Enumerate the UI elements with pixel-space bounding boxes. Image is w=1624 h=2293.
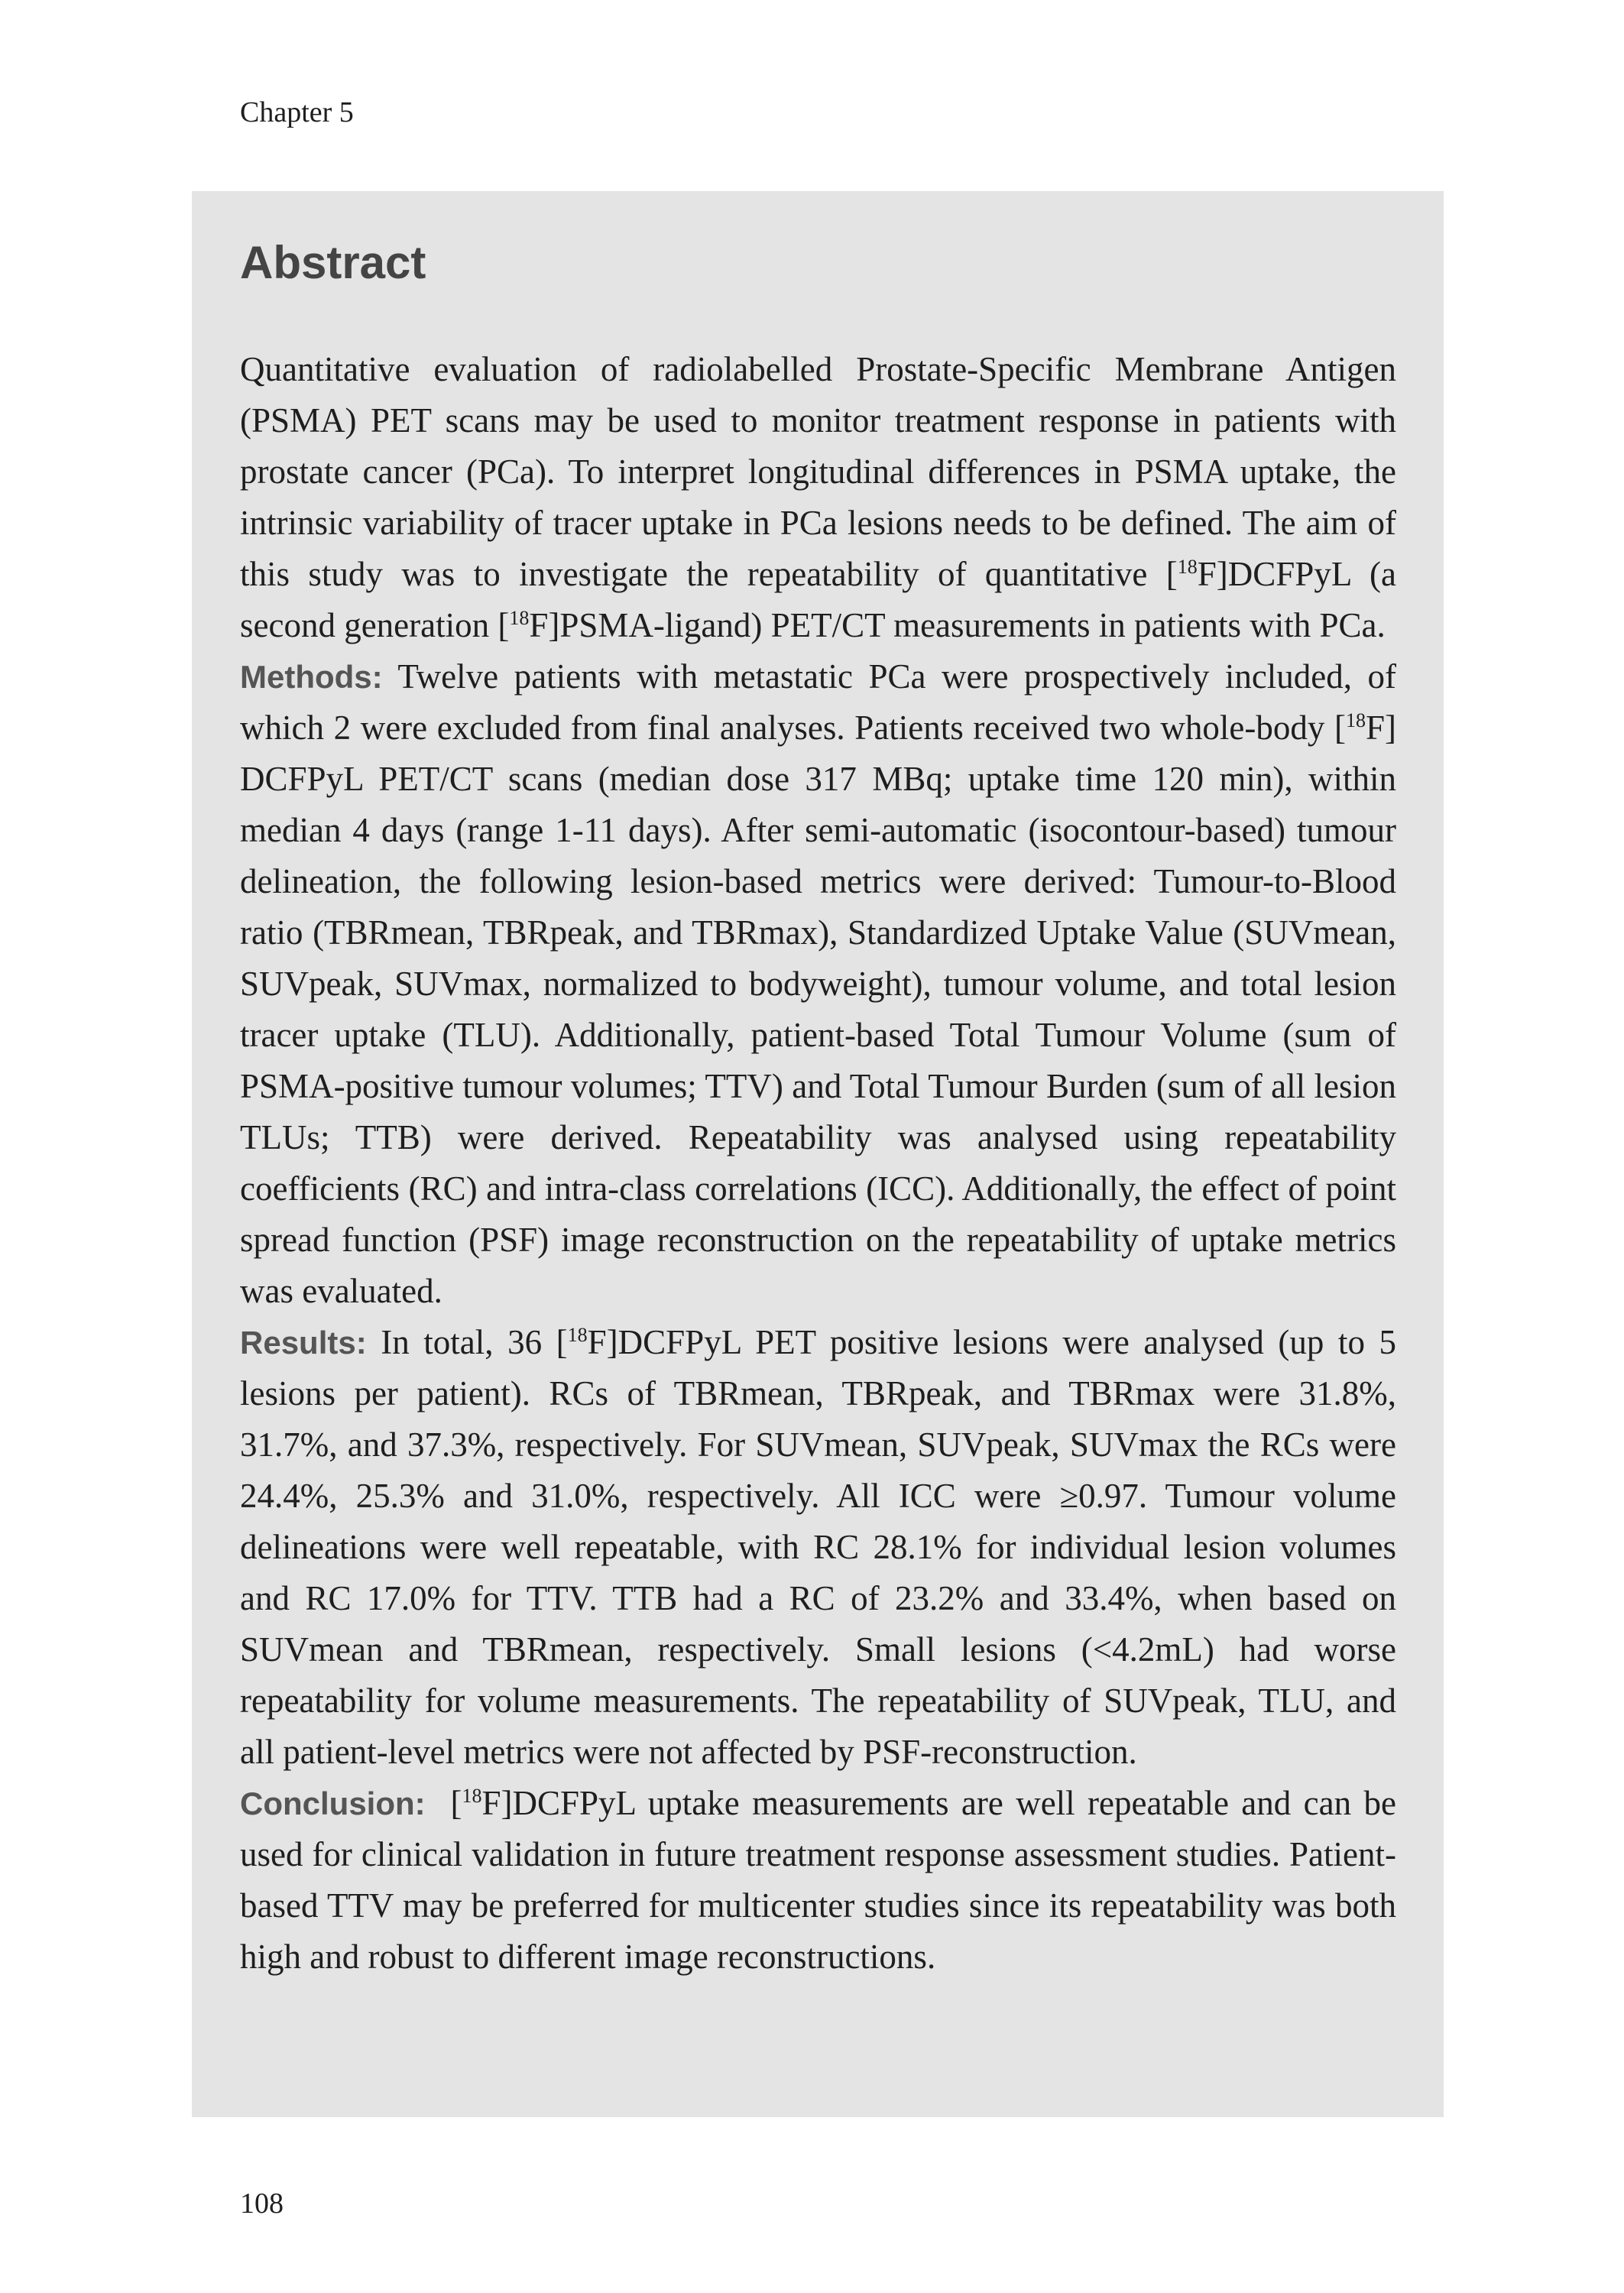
isotope-superscript: 18 bbox=[1345, 709, 1366, 731]
abstract-box bbox=[192, 191, 1444, 2117]
methods-text: Twelve patients with metastatic PCa were prospectively included, of which 2 were excluded from final analyses. Patients received two whole-body [ bbox=[240, 657, 1396, 747]
background-text: Quantitative evaluation of radiolabelled Prostate-Specific Membrane Antigen (PSMA) PET scans may be used to monitor treatment response in patients with prostate cancer (PCa). To interpret longitudinal differences in PSMA uptake, the intrinsic variability of tracer uptake in PCa lesions needs to be defined. The aim of this study was to investigate the repeatability of quantitative [ bbox=[240, 350, 1396, 593]
background-text: F]PSMA-ligand) PET/CT measurements in patients with PCa. bbox=[529, 606, 1386, 644]
conclusion-label: Conclusion: bbox=[240, 1785, 426, 1821]
abstract-results-paragraph bbox=[240, 1317, 1396, 1778]
results-text: F]DCFPyL PET positive lesions were analysed (up to 5 lesions per patient). RCs of TBRmean, TBRpeak, and TBRmax were 31.8%, 31.7%, and 37.3%, respectively. For SUVmean, SUVpeak, SUVmax the RCs were 24.4%, 25.3% and 31.0%, respectively. All ICC were ≥0.97. Tumour volume delineations were well repeatable, with RC 28.1% for individual lesion volumes and RC 17.0% for TTV. TTB had a RC of 23.2% and 33.4%, when based on SUVmean and TBRmean, respectively. Small lesions (<4.2mL) had worse repeatability for volume measurements. The repeatability of SUVpeak, TLU, and all patient-level metrics were not affected by PSF-reconstruction. bbox=[240, 1323, 1396, 1771]
abstract-methods-paragraph bbox=[240, 651, 1396, 1317]
methods-text: F] DCFPyL PET/CT scans (median dose 317 MBq; uptake time 120 min), within median 4 days (range 1-11 days). After semi-automatic (isocontour-based) tumour delineation, the following lesion-based metrics were derived: Tumour-to-Blood ratio (TBRmean, TBRpeak, and TBRmax), Standardized Uptake Value (SUVmean, SUVpeak, SUVmax, normalized to bodyweight), tumour volume, and total lesion tracer uptake (TLU). Additionally, patient-based Total Tumour Volume (sum of PSMA-positive tumour volumes; TTV) and Total Tumour Burden (sum of all lesion TLUs; TTB) were derived. Repeatability was analysed using repeatability coefficients (RC) and intra-class correlations (ICC). Additionally, the effect of point spread function (PSF) image reconstruction on the repeatability of uptake metrics was evaluated. bbox=[240, 709, 1396, 1310]
abstract-title: Abstract bbox=[240, 237, 426, 288]
conclusion-text: [ bbox=[425, 1784, 462, 1822]
abstract-background-paragraph bbox=[240, 344, 1396, 651]
isotope-superscript: 18 bbox=[1177, 556, 1198, 578]
results-label: Results: bbox=[240, 1325, 367, 1361]
page-number: 108 bbox=[240, 2188, 284, 2220]
isotope-superscript: 18 bbox=[567, 1324, 588, 1346]
conclusion-text: F]DCFPyL uptake measurements are well repeatable and can be used for clinical validation in future treatment response assessment studies. Patient-based TTV may be preferred for multicenter studies since its repeatability was both high and robust to different image reconstructions. bbox=[240, 1784, 1396, 1976]
running-header: Chapter 5 bbox=[240, 96, 354, 128]
background-text: F]DCFPyL (a second generation [ bbox=[240, 555, 1396, 644]
isotope-superscript: 18 bbox=[509, 607, 530, 629]
abstract-conclusion-paragraph bbox=[240, 1778, 1396, 1983]
methods-label: Methods: bbox=[240, 659, 383, 695]
isotope-superscript: 18 bbox=[462, 1785, 482, 1807]
results-text: In total, 36 [ bbox=[366, 1323, 568, 1361]
